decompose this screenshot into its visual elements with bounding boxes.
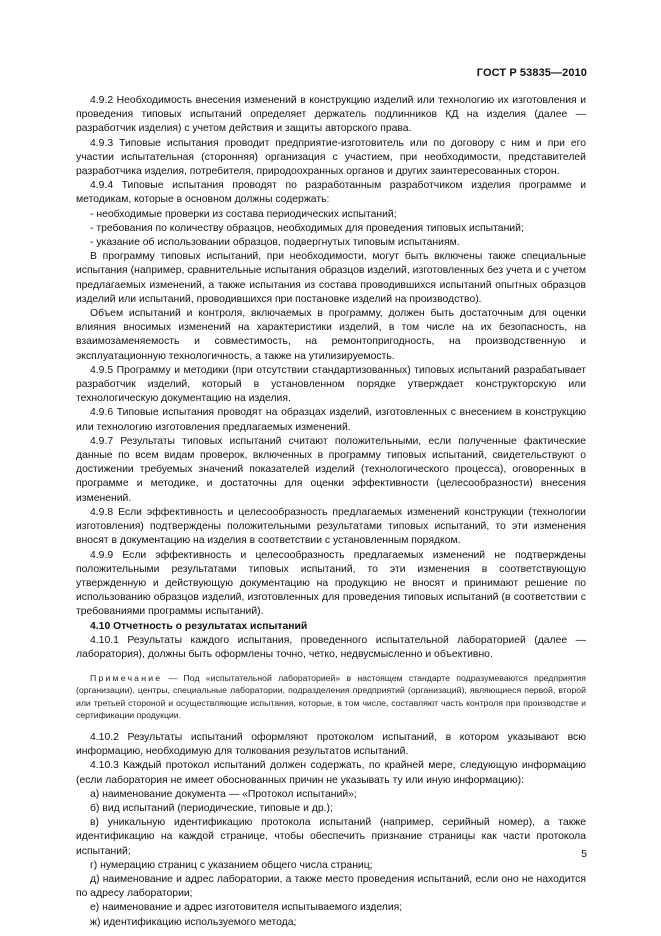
page-number: 5 — [581, 848, 587, 860]
list-item: д) наименование и адрес лаборатории, а также место проведения испытаний, если оно не находится по адресу лаборатории; — [76, 873, 586, 900]
paragraph-4-9-3: 4.9.3 Типовые испытания проводит предприятие-изготовитель или по договору с ним и при его участии испытательная (сторонняя) организация с участием, при необходимости, представителей разработчика изделия, потребителя, природоохранных органов и других заинтересованных сторон. — [76, 137, 586, 178]
list-item: - указание об использовании образцов, подвергнутых типовым испытаниям. — [90, 237, 460, 249]
note — [76, 672, 586, 721]
list-item: ж) идентификацию используемого метода; — [90, 916, 297, 928]
paragraph-4-10-1: 4.10.1 Результаты каждого испытания, проведенного испытательной лабораторией (далее — лаборатория), должны быть оформлены точно, четко, недвусмысленно и объективно. — [76, 634, 586, 660]
list-item: в) уникальную идентификацию протокола испытаний (например, серийный номер), а также идентификацию на каждой странице, чтобы обеспечить признание страницы как части протокола испытаний; — [76, 817, 586, 857]
paragraph-4-9-9: 4.9.9 Если эффективность и целесообразность предлагаемых изменений не подтверждены положительными результатами типовых испытаний, то эти изменения в соответствующую утвержденную и действующую документацию на продукцию не вносят и принимают решение по использованию образцов изделий, изготовленных для проведения типовых испытаний (в соответствии с требованиями программы испытаний). — [76, 549, 586, 618]
list-item: е) наименование и адрес изготовителя испытываемого изделия; — [90, 902, 403, 914]
list-item: г) нумерацию страниц с указанием общего числа страниц; — [90, 859, 373, 871]
note-text: — Под «испытательной лабораторией» в настоящем стандарте подразумеваются предприятия (организации), центры, специальные лаборатории, подразделения предприятий (организаций), являющиеся первой, второй или третьей стороной и осуществляющие испытания, которые, в том числе, составляют часть контроля при производстве и сертификации продукции. — [76, 673, 586, 720]
list-item: - требования по количеству образцов, необходимых для проведения типовых испытаний; — [90, 222, 524, 234]
list-item: а) наименование документа — «Протокол испытаний»; — [90, 788, 357, 800]
paragraph-4-9-6: 4.9.6 Типовые испытания проводят на образцах изделий, изготовленных с внесением в конструкцию или технологию изготовления предлагаемых изменений. — [76, 407, 586, 433]
paragraph-4-9-8: 4.9.8 Если эффективность и целесообразность предлагаемых изменений конструкции (технологии изготовления) подтверждены положительными результатами типовых испытаний, то эти изменения вносят в документацию на изделия в соответствии с установленным порядком. — [76, 506, 586, 547]
list-item: б) вид испытаний (периодические, типовые и др.); — [90, 802, 333, 814]
paragraph-4-9-5: 4.9.5 Программу и методики (при отсутствии стандартизованных) типовых испытаний разрабатывает разработчик изделий, который в установленном порядке утверждает конструкторскую или технологическую документацию на изделия. — [76, 364, 586, 405]
section-title-4-10: 4.10 Отчетность о результатах испытаний — [90, 620, 308, 632]
note-label: Примечание — [90, 673, 163, 684]
standard-header: ГОСТ Р 53835—2010 — [476, 67, 587, 79]
paragraph-scope: Объем испытаний и контроля, включаемых в программу, должен быть достаточным для оценки влияния вносимых изменений на характеристики изделий, в том числе на их безопасность, на взаимозаменяемость и совместимость, на ремонтопригодность, на производственную и эксплуатационную технологичность, а также на утилизируемость. — [76, 308, 586, 362]
paragraph-4-9-2: 4.9.2 Необходимость внесения изменений в конструкцию изделий или технологию их изготовления и проведения типовых испытаний определяет держатель подлинников КД на изделия (далее — разработчик изделия) с учетом действия и защиты авторского права. — [76, 95, 586, 135]
paragraph-4-10-3: 4.10.3 Каждый протокол испытаний должен содержать, по крайней мере, следующую информацию (если лаборатория не имеет обоснованных причин не указывать ту или иную информацию): — [76, 760, 586, 786]
paragraph-program: В программу типовых испытаний, при необходимости, могут быть включены также специальные испытания (например, сравнительные испытания образцов изделий, изготовленных без учета и с учетом предлагаемых изменений, а также испытания из состава проводившихся испытаний опытных образцов изделий или испытаний, проводившихся при постановке изделий на производство). — [76, 251, 586, 305]
paragraph-4-9-4: 4.9.4 Типовые испытания проводят по разработанным разработчиком изделия программе и методикам, которые в основном должны содержать: — [76, 180, 586, 206]
document-body — [76, 94, 586, 930]
paragraph-4-9-7: 4.9.7 Результаты типовых испытаний считают положительными, если полученные фактические данные по всем видам проверок, включенных в программу типовых испытаний, свидетельствуют о достижении требуемых значений показателей изделий (технологического процесса), оговоренных в программе и методике, и достаточны для оценки эффективности (целесообразности) внесения изменений. — [76, 435, 586, 504]
paragraph-4-10-2: 4.10.2 Результаты испытаний оформляют протоколом испытаний, в котором указывают всю информацию, необходимую для толкования результатов испытаний. — [76, 731, 586, 758]
list-item: - необходимые проверки из состава периодических испытаний; — [90, 208, 397, 220]
